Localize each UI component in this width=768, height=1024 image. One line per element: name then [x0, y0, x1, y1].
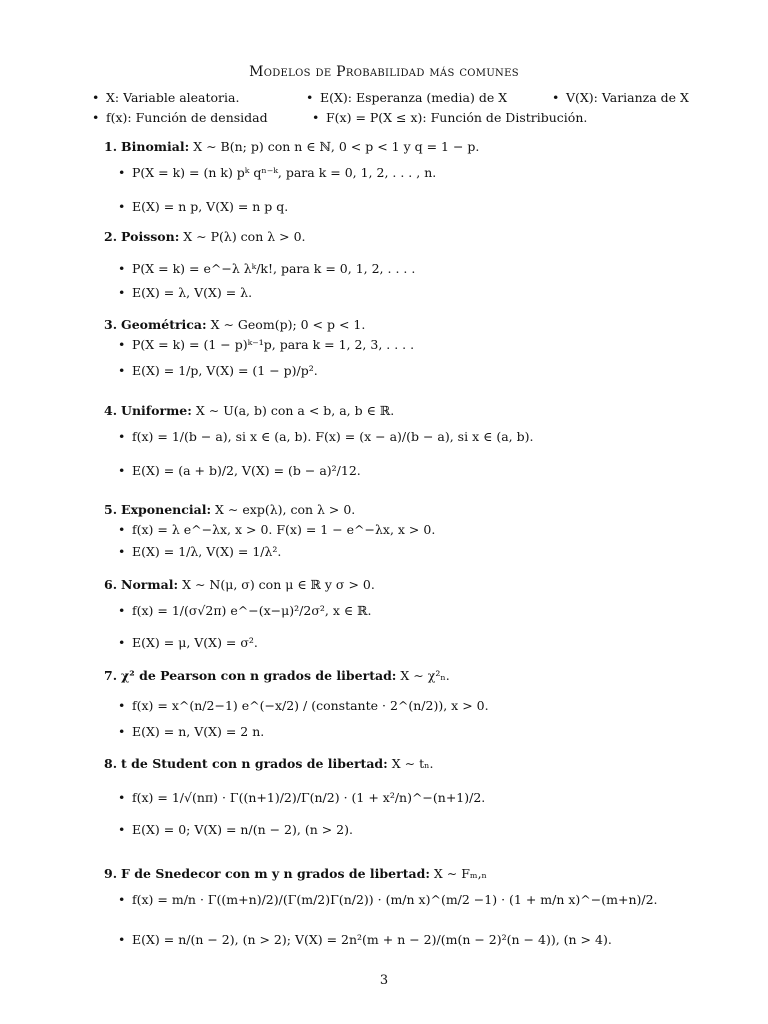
section-number: 1. [104, 139, 118, 154]
page-number: 3 [379, 973, 389, 988]
formula-line: • f(x) = x^(n/2−1) e^(−x/2) / (constante · 2^(n/2)), x > 0. [118, 698, 489, 713]
section-definition: X ∼ Geom(p); 0 < p < 1. [210, 317, 366, 332]
definition-item: • X: Variable aleatoria. [92, 90, 240, 105]
section-definition: X ∼ tₙ. [391, 756, 434, 771]
definitions [92, 90, 712, 130]
formula-line: • P(X = k) = e^−λ λᵏ/k!, para k = 0, 1, 2, . . . . [118, 261, 416, 276]
section-poisson [104, 229, 704, 305]
section-f-snedecor [104, 866, 704, 956]
section-name: Geométrica: [121, 317, 207, 332]
section-number: 5. [104, 502, 118, 517]
page-title: Modelos de Probabilidad más comunes [249, 64, 519, 80]
section-name: F de Snedecor con m y n grados de libertad: [121, 866, 430, 881]
section-name: Uniforme: [121, 403, 192, 418]
section-name: Poisson: [121, 229, 180, 244]
section-definition: X ∼ B(n; p) con n ∈ ℕ, 0 < p < 1 y q = 1 − p. [193, 139, 480, 154]
formula-line: • f(x) = 1/(b − a), si x ∈ (a, b). F(x) = (x − a)/(b − a), si x ∈ (a, b). [118, 429, 534, 444]
section-t-student [104, 756, 704, 844]
section-exponencial [104, 502, 704, 566]
formula-line: • P(X = k) = (n k) pᵏ qⁿ⁻ᵏ, para k = 0, 1, 2, . . . , n. [118, 165, 437, 180]
formula-line: • E(X) = n, V(X) = 2 n. [118, 724, 265, 739]
section-number: 7. [104, 668, 118, 683]
formula-line: • f(x) = 1/(σ√2π) e^−(x−μ)²/2σ², x ∈ ℝ. [118, 603, 372, 618]
section-definition: X ∼ U(a, b) con a < b, a, b ∈ ℝ. [195, 403, 395, 418]
formula-line: • E(X) = 0; V(X) = n/(n − 2), (n > 2). [118, 822, 353, 837]
section-name: Normal: [121, 577, 179, 592]
section-number: 9. [104, 866, 118, 881]
section-binomial [104, 139, 704, 219]
section-number: 4. [104, 403, 118, 418]
formula-line: • f(x) = 1/√(nπ) · Γ((n+1)/2)/Γ(n/2) · (1 + x²/n)^−(n+1)/2. [118, 790, 486, 805]
formula-line: • P(X = k) = (1 − p)ᵏ⁻¹p, para k = 1, 2, 3, . . . . [118, 337, 415, 352]
section-number: 2. [104, 229, 118, 244]
formula-line: • E(X) = λ, V(X) = λ. [118, 285, 253, 300]
section-name: Binomial: [121, 139, 190, 154]
section-definition: X ∼ P(λ) con λ > 0. [183, 229, 306, 244]
formula-line: • E(X) = n p, V(X) = n p q. [118, 199, 289, 214]
section-name: Exponencial: [121, 502, 212, 517]
definition-item: • E(X): Esperanza (media) de X [306, 90, 508, 105]
formula-line: • f(x) = λ e^−λx, x > 0. F(x) = 1 − e^−λx, x > 0. [118, 522, 436, 537]
section-definition: X ∼ χ²ₙ. [400, 668, 450, 683]
section-chi-cuadrado [104, 668, 704, 740]
section-number: 6. [104, 577, 118, 592]
definition-item: • V(X): Varianza de X [552, 90, 689, 105]
section-geometrica [104, 317, 704, 389]
section-number: 8. [104, 756, 118, 771]
section-number: 3. [104, 317, 118, 332]
section-definition: X ∼ exp(λ), con λ > 0. [215, 502, 356, 517]
section-definition: X ∼ N(μ, σ) con μ ∈ ℝ y σ > 0. [182, 577, 375, 592]
formula-line: • E(X) = (a + b)/2, V(X) = (b − a)²/12. [118, 463, 361, 478]
section-name: t de Student con n grados de libertad: [121, 756, 388, 771]
definition-item: • f(x): Función de densidad [92, 110, 268, 125]
formula-line: • E(X) = 1/λ, V(X) = 1/λ². [118, 544, 282, 559]
section-normal [104, 577, 704, 653]
section-uniforme [104, 403, 704, 487]
formula-line: • E(X) = 1/p, V(X) = (1 − p)/p². [118, 363, 318, 378]
section-name: χ² de Pearson con n grados de libertad: [121, 668, 397, 683]
definition-item: • F(x) = P(X ≤ x): Función de Distribución. [312, 110, 588, 125]
formula-line: • f(x) = m/n · Γ((m+n)/2)/(Γ(m/2)Γ(n/2)) · (m/n x)^(m/2 −1) · (1 + m/n x)^−(m+n)/2. [118, 892, 658, 907]
formula-line: • E(X) = n/(n − 2), (n > 2); V(X) = 2n²(m + n − 2)/(m(n − 2)²(n − 4)), (n > 4). [118, 932, 612, 947]
section-definition: X ∼ Fₘ,ₙ [433, 866, 487, 881]
formula-line: • E(X) = μ, V(X) = σ². [118, 635, 258, 650]
